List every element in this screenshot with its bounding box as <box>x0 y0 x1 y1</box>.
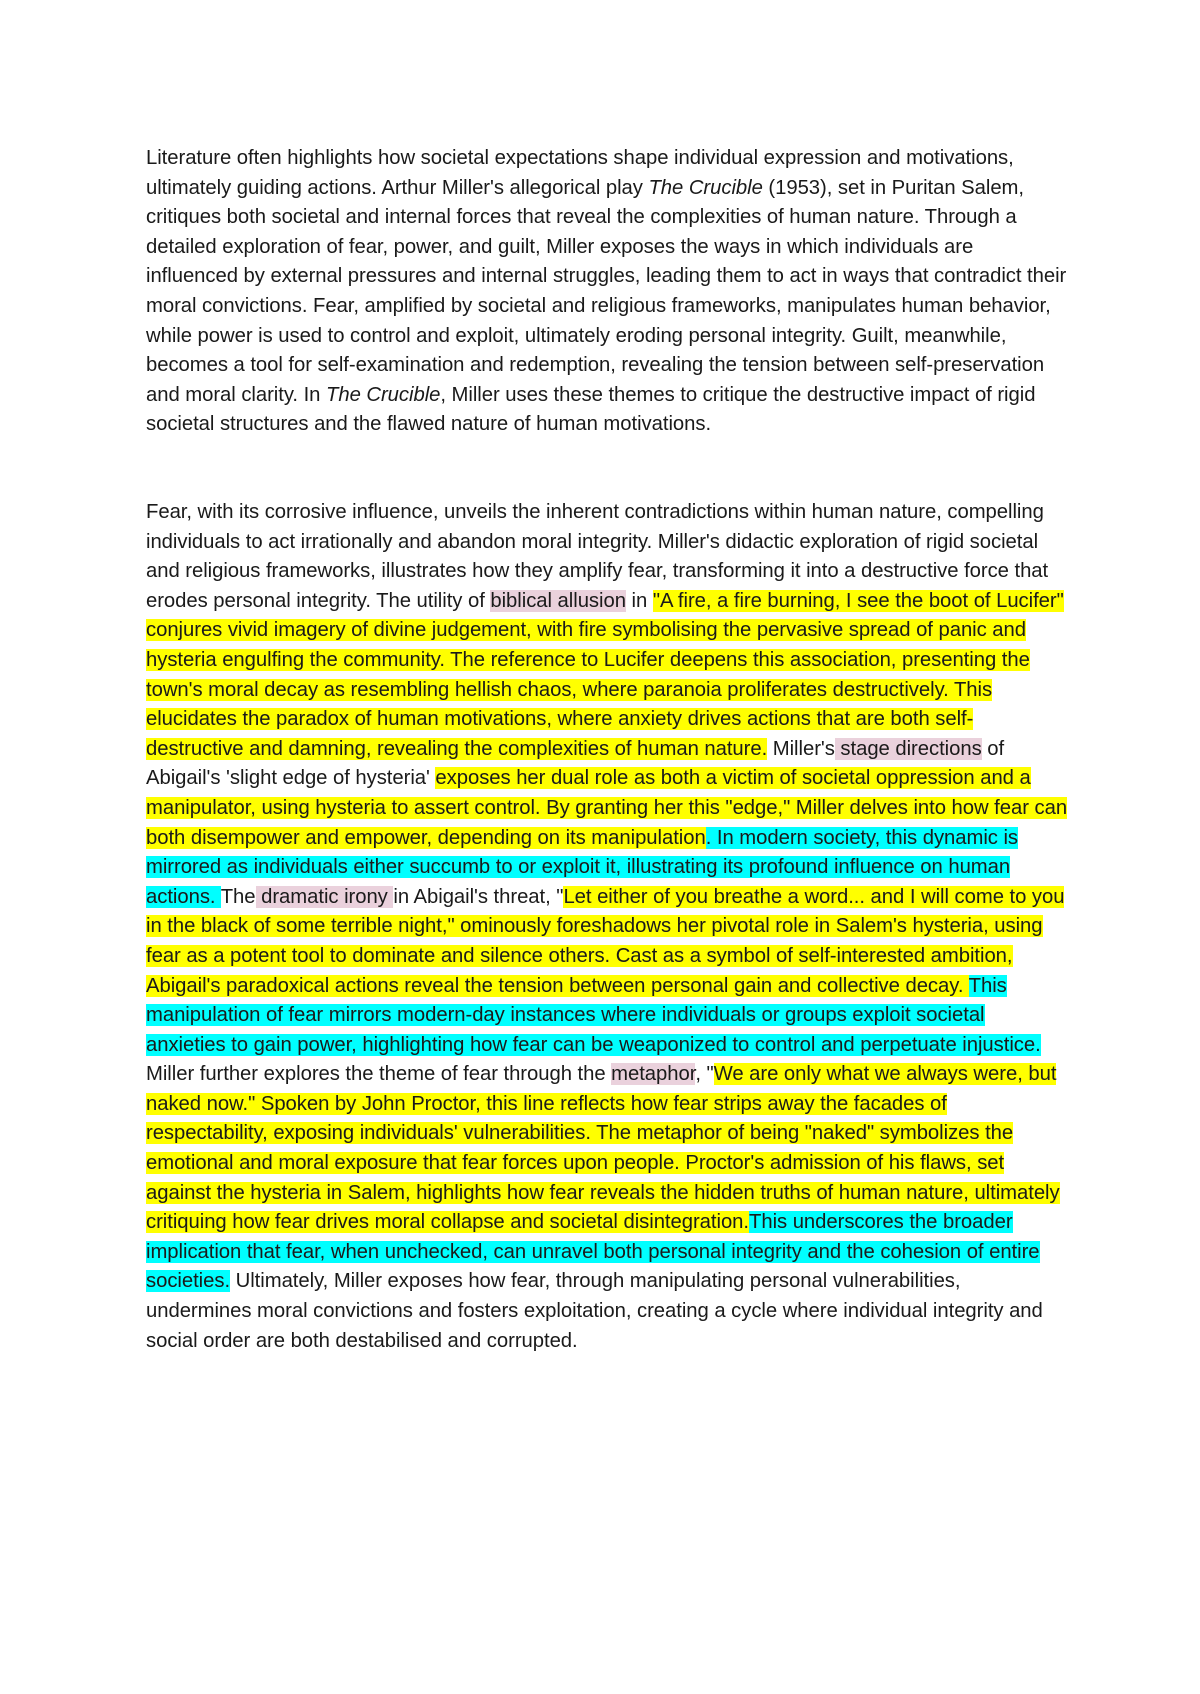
technique-highlight: dramatic irony <box>255 885 394 908</box>
paragraph-introduction <box>146 144 1068 440</box>
technique-highlight: biblical allusion <box>490 589 626 612</box>
paragraph-body-fear <box>146 498 1068 1356</box>
context-highlight: . In modern society, this dynamic is mirrored as individuals either succumb to or exploit it, illustrating its profound influence on human actions. <box>146 826 1019 908</box>
quote-highlight: exposes her dual role as both a victim of societal oppression and a manipulator, using hysteria to assert control. By granting her this "edge," Miller delves into how fear can both disempower and empower, depending on its manipulation <box>146 767 1068 849</box>
context-highlight: This underscores the broader implication that fear, when unchecked, can unravel both personal integrity and the cohesion of entire societies. <box>146 1211 1040 1293</box>
italic-title: The Crucible <box>326 383 441 406</box>
technique-highlight: stage directions <box>834 737 982 760</box>
quote-highlight: Let either of you breathe a word... and I will come to you in the black of some terrible night," ominously foreshadows her pivotal role in Salem's hysteria, using fear as a potent tool to dominate and silence others. Cast as a symbol of self-interested ambition, Abigail's paradoxical actions reveal the tension between personal gain and collective decay. <box>146 885 1065 997</box>
technique-highlight: metaphor <box>611 1063 696 1086</box>
text-run: , Miller uses these themes to critique the destructive impact of rigid societal structures and the flawed nature of human motivations. <box>146 383 1036 436</box>
text-run: Ultimately, Miller exposes how fear, through manipulating personal vulnerabilities, undermines moral convictions and fosters exploitation, creating a cycle where individual integrity and social order are both destabilised and corrupted. <box>146 1270 1043 1352</box>
quote-highlight: "A fire, a fire burning, I see the boot of Lucifer" conjures vivid imagery of divine judgement, with fire symbolising the pervasive spread of panic and hysteria engulfing the community. The reference to Lucifer deepens this association, presenting the town's moral decay as resembling hellish chaos, where paranoia proliferates destructively. This elucidates the paradox of human motivations, where anxiety drives actions that are both self-destructive and damning, revealing the complexities of human nature. <box>146 589 1064 760</box>
context-highlight: This manipulation of fear mirrors modern-day instances where individuals or groups exploit societal anxieties to gain power, highlighting how fear can be weaponized to control and perpetuate injustice. <box>146 974 1041 1056</box>
italic-title: The Crucible <box>648 176 763 199</box>
text-run: Literature often highlights how societal expectations shape individual expression and motivations, ultimately guiding actions. Arthur Miller's allegorical play <box>146 147 1014 199</box>
text-run: in <box>625 589 653 612</box>
text-run: The <box>220 885 256 908</box>
text-run: Fear, with its corrosive influence, unveils the inherent contradictions within human nature, compelling individuals to act irrationally and abandon moral integrity. Miller's didactic exploration of rigid societal and religious frameworks, illustrates how they amplify fear, transforming it into a destructive force that erodes personal integrity. The utility of <box>146 501 1049 612</box>
text-run: Miller's <box>767 737 835 760</box>
text-run: (1953), set in Puritan Salem, critiques both societal and internal forces that reveal the complexities of human nature. Through a detailed exploration of fear, power, and guilt, Miller exposes the ways in which individuals are influenced by external pressures and internal struggles, leading them to act in ways that contradict their moral convictions. Fear, amplified by societal and religious frameworks, manipulates human behavior, while power is used to control and exploit, ultimately eroding personal integrity. Guilt, meanwhile, becomes a tool for self-examination and redemption, revealing the tension between self-preservation and moral clarity. In <box>146 176 1067 406</box>
text-run: in Abigail's threat, " <box>393 885 564 908</box>
text-run: , " <box>695 1063 714 1086</box>
text-run: of Abigail's 'slight edge of hysteria' <box>146 737 1005 790</box>
paragraph-body <box>146 144 1068 440</box>
quote-highlight: We are only what we always were, but naked now." Spoken by John Proctor, this line reflects how fear strips away the facades of respectability, exposing individuals' vulnerabilities. The metaphor of being "naked" symbolizes the emotional and moral exposure that fear forces upon people. Proctor's admission of his flaws, set against the hysteria in Salem, highlights how fear reveals the hidden truths of human nature, ultimately critiquing how fear drives moral collapse and societal disintegration. <box>146 1063 1060 1234</box>
text-run: Miller further explores the theme of fear through the <box>146 1063 612 1086</box>
paragraph-body <box>146 498 1068 1356</box>
